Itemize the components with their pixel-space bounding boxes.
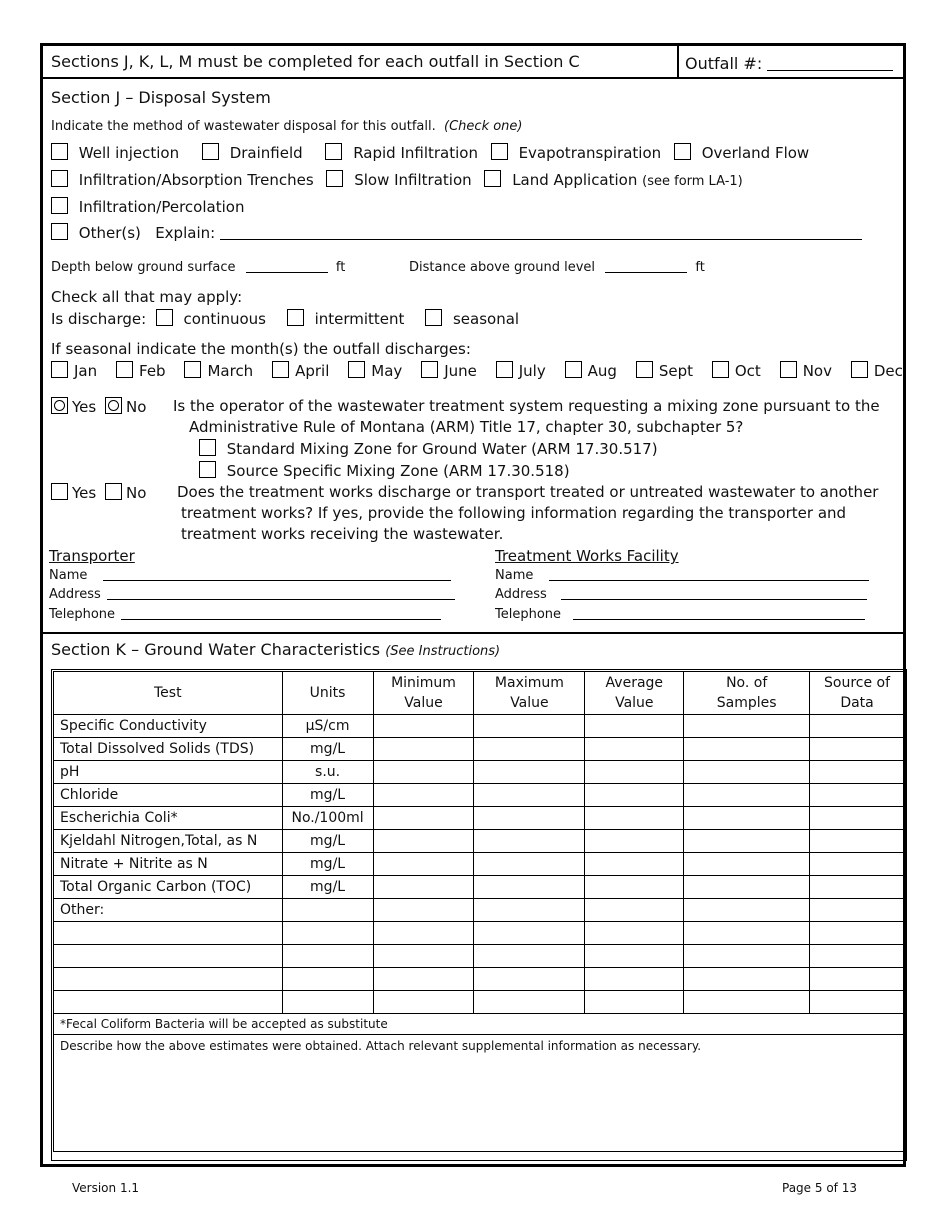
- checkbox-continuous[interactable]: [156, 309, 173, 326]
- checkbox-source-mixing-zone[interactable]: [199, 461, 216, 478]
- col-source: Source of Data: [810, 672, 905, 715]
- cell-entry[interactable]: [585, 991, 684, 1014]
- checkbox-evapotranspiration[interactable]: [491, 143, 508, 160]
- mixing-standard-option: Standard Mixing Zone for Ground Water (ARM 17.30.517): [199, 439, 658, 458]
- table-row: [54, 738, 905, 761]
- cell-entry[interactable]: [373, 830, 474, 853]
- table-row: [54, 784, 905, 807]
- cell-test: [54, 922, 283, 945]
- cell-entry[interactable]: [684, 968, 810, 991]
- cell-units: mg/L: [282, 853, 373, 876]
- table-row: [54, 899, 905, 922]
- cell-entry[interactable]: [810, 876, 905, 899]
- cell-entry[interactable]: [373, 715, 474, 738]
- cell-entry[interactable]: [684, 715, 810, 738]
- outfall-number-field[interactable]: [767, 70, 893, 71]
- checkbox-transport-no[interactable]: [105, 483, 122, 500]
- cell-test: [54, 968, 283, 991]
- version-label: Version 1.1: [72, 1181, 140, 1195]
- cell-entry[interactable]: [474, 876, 585, 899]
- table-row: [54, 991, 905, 1014]
- facility-address: Address: [495, 587, 867, 602]
- checkbox-well-injection[interactable]: [51, 143, 68, 160]
- transporter-name-field[interactable]: [103, 580, 451, 581]
- checkbox-standard-mixing-zone[interactable]: [199, 439, 216, 456]
- cell-units: mg/L: [282, 738, 373, 761]
- cell-entry[interactable]: [474, 715, 585, 738]
- transporter-name: Name: [49, 568, 451, 583]
- cell-entry[interactable]: [585, 876, 684, 899]
- cell-test: Other:: [54, 899, 283, 922]
- cell-entry[interactable]: [684, 784, 810, 807]
- checkbox-month[interactable]: [636, 361, 653, 378]
- cell-units: [282, 968, 373, 991]
- cell-units: mg/L: [282, 876, 373, 899]
- cell-entry[interactable]: [810, 738, 905, 761]
- table-row: [54, 761, 905, 784]
- checkbox-slow-infiltration[interactable]: [326, 170, 343, 187]
- methods-row-1: Well injection Drainfield Rapid Infiltration Evapotranspiration Overland Flow: [51, 143, 817, 162]
- cell-test: pH: [54, 761, 283, 784]
- cell-entry[interactable]: [474, 807, 585, 830]
- col-samples: No. of Samples: [684, 672, 810, 715]
- cell-entry[interactable]: [810, 761, 905, 784]
- distance-row: Distance above ground level ft: [409, 260, 705, 275]
- methods-row-3: Infiltration/Percolation: [51, 197, 244, 216]
- cell-units: mg/L: [282, 830, 373, 853]
- checkbox-month[interactable]: [184, 361, 201, 378]
- checkbox-infiltration-absorption[interactable]: [51, 170, 68, 187]
- cell-entry[interactable]: [684, 922, 810, 945]
- cell-entry[interactable]: [373, 968, 474, 991]
- checkbox-month[interactable]: [565, 361, 582, 378]
- cell-entry[interactable]: [684, 807, 810, 830]
- col-avg: Average Value: [585, 672, 684, 715]
- facility-name: Name: [495, 568, 869, 583]
- discharge-row: Is discharge: continuous intermittent seasonal: [51, 310, 520, 328]
- depth-row: Depth below ground surface ft: [51, 260, 346, 275]
- cell-entry[interactable]: [810, 945, 905, 968]
- ground-water-table: [53, 671, 905, 1152]
- col-max: Maximum Value: [474, 672, 585, 715]
- checkbox-drainfield[interactable]: [202, 143, 219, 160]
- checkbox-land-application[interactable]: [484, 170, 501, 187]
- checkbox-month[interactable]: [51, 361, 68, 378]
- page-number: Page 5 of 13: [782, 1181, 857, 1195]
- cell-units: [282, 991, 373, 1014]
- cell-entry[interactable]: [474, 968, 585, 991]
- cell-entry[interactable]: [684, 738, 810, 761]
- cell-entry[interactable]: [684, 945, 810, 968]
- distance-field[interactable]: [605, 272, 687, 273]
- mixing-question-line2: Administrative Rule of Montana (ARM) Title 17, chapter 30, subchapter 5?: [189, 418, 744, 436]
- months-row: Jan Feb March April May June July Aug Sept Oct Nov Dec: [51, 361, 903, 380]
- facility-name-field[interactable]: [549, 580, 869, 581]
- cell-entry[interactable]: [810, 715, 905, 738]
- transporter-title: Transporter: [49, 547, 135, 565]
- checkbox-overland-flow[interactable]: [674, 143, 691, 160]
- cell-test: [54, 991, 283, 1014]
- methods-row-4: Other(s) Explain:: [51, 223, 862, 242]
- depth-field[interactable]: [246, 272, 328, 273]
- footnote: *Fecal Coliform Bacteria will be accepted as substitute: [54, 1014, 905, 1035]
- checkbox-month[interactable]: [272, 361, 289, 378]
- cell-entry[interactable]: [373, 738, 474, 761]
- describe-label: Describe how the above estimates were obtained. Attach relevant supplemental information as necessary.: [60, 1039, 702, 1053]
- cell-entry[interactable]: [474, 784, 585, 807]
- table-row: [54, 830, 905, 853]
- cell-entry[interactable]: [585, 922, 684, 945]
- checkbox-transport-yes[interactable]: [51, 483, 68, 500]
- table-row: [54, 807, 905, 830]
- cell-entry[interactable]: [373, 876, 474, 899]
- cell-test: Chloride: [54, 784, 283, 807]
- transport-question-line2: treatment works? If yes, provide the following information regarding the transporter and: [181, 504, 847, 522]
- section-j-title: Section J – Disposal System: [51, 88, 271, 107]
- checkbox-month[interactable]: [851, 361, 868, 378]
- transporter-address: Address: [49, 587, 455, 602]
- apply-label: Check all that may apply:: [51, 288, 243, 306]
- checkbox-intermittent[interactable]: [287, 309, 304, 326]
- table-row: [54, 922, 905, 945]
- transporter-telephone: Telephone: [49, 607, 441, 622]
- cell-entry[interactable]: [684, 899, 810, 922]
- facility-title: Treatment Works Facility: [495, 547, 679, 565]
- cell-test: Total Organic Carbon (TOC): [54, 876, 283, 899]
- cell-entry[interactable]: [474, 991, 585, 1014]
- cell-entry[interactable]: [810, 968, 905, 991]
- cell-units: [282, 945, 373, 968]
- methods-row-2: Infiltration/Absorption Trenches Slow Infiltration Land Application (see form LA-1): [51, 170, 751, 189]
- table-row: [54, 876, 905, 899]
- checkbox-month[interactable]: [421, 361, 438, 378]
- cell-units: µS/cm: [282, 715, 373, 738]
- cell-entry[interactable]: [373, 761, 474, 784]
- checkbox-seasonal[interactable]: [425, 309, 442, 326]
- cell-entry[interactable]: [474, 922, 585, 945]
- checkbox-infiltration-percolation[interactable]: [51, 197, 68, 214]
- mixing-source-option: Source Specific Mixing Zone (ARM 17.30.518): [199, 461, 570, 480]
- cell-entry[interactable]: [474, 899, 585, 922]
- cell-test: Kjeldahl Nitrogen,Total, as N: [54, 830, 283, 853]
- transport-question-line3: treatment works receiving the wastewater.: [181, 525, 504, 543]
- checkbox-other[interactable]: [51, 223, 68, 240]
- cell-entry[interactable]: [585, 945, 684, 968]
- facility-telephone-field[interactable]: [573, 619, 865, 620]
- cell-entry[interactable]: [474, 761, 585, 784]
- table-row: [54, 853, 905, 876]
- cell-units: [282, 922, 373, 945]
- cell-entry[interactable]: [474, 830, 585, 853]
- cell-entry[interactable]: [585, 738, 684, 761]
- divider: [43, 77, 903, 79]
- transport-question-line1: Does the treatment works discharge or transport treated or untreated wastewater to another: [177, 483, 879, 501]
- mixing-zone-yes-no: Yes No: [51, 397, 146, 416]
- radio-mixing-no[interactable]: [105, 397, 122, 414]
- cell-entry[interactable]: [684, 853, 810, 876]
- col-min: Minimum Value: [373, 672, 474, 715]
- cell-entry[interactable]: [585, 830, 684, 853]
- cell-entry[interactable]: [684, 991, 810, 1014]
- cell-entry[interactable]: [810, 784, 905, 807]
- col-test: Test: [54, 672, 283, 715]
- cell-test: Nitrate + Nitrite as N: [54, 853, 283, 876]
- cell-units: mg/L: [282, 784, 373, 807]
- cell-entry[interactable]: [810, 922, 905, 945]
- cell-test: Total Dissolved Solids (TDS): [54, 738, 283, 761]
- section-instruction: Sections J, K, L, M must be completed for each outfall in Section C: [51, 52, 580, 71]
- cell-entry[interactable]: [585, 761, 684, 784]
- cell-entry[interactable]: [684, 761, 810, 784]
- cell-test: Escherichia Coli*: [54, 807, 283, 830]
- cell-entry[interactable]: [810, 807, 905, 830]
- cell-entry[interactable]: [474, 945, 585, 968]
- cell-entry[interactable]: [474, 853, 585, 876]
- checkbox-month[interactable]: [496, 361, 513, 378]
- transporter-address-field[interactable]: [107, 599, 455, 600]
- table-row: [54, 715, 905, 738]
- table-header-row: [54, 672, 905, 715]
- cell-entry[interactable]: [585, 784, 684, 807]
- cell-entry[interactable]: [373, 899, 474, 922]
- form-frame: [40, 43, 906, 1167]
- cell-entry[interactable]: [373, 991, 474, 1014]
- cell-entry[interactable]: [373, 922, 474, 945]
- facility-telephone: Telephone: [495, 607, 865, 622]
- describe-row: [54, 1035, 905, 1152]
- checkbox-rapid-infiltration[interactable]: [325, 143, 342, 160]
- cell-entry[interactable]: [585, 807, 684, 830]
- cell-entry[interactable]: [810, 830, 905, 853]
- checkbox-month[interactable]: [348, 361, 365, 378]
- footnote-row: [54, 1014, 905, 1035]
- section-k-title: Section K – Ground Water Characteristics (See Instructions): [51, 640, 501, 659]
- radio-mixing-yes[interactable]: [51, 397, 68, 414]
- cell-entry[interactable]: [373, 784, 474, 807]
- cell-entry[interactable]: [810, 991, 905, 1014]
- checkbox-month[interactable]: [780, 361, 797, 378]
- table-row: [54, 968, 905, 991]
- cell-units: [282, 899, 373, 922]
- divider: [43, 632, 903, 634]
- cell-entry[interactable]: [585, 968, 684, 991]
- col-units: Units: [282, 672, 373, 715]
- cell-entry[interactable]: [684, 876, 810, 899]
- describe-field[interactable]: [54, 1035, 905, 1152]
- facility-address-field[interactable]: [561, 599, 867, 600]
- cell-test: [54, 945, 283, 968]
- cell-entry[interactable]: [373, 807, 474, 830]
- transporter-telephone-field[interactable]: [121, 619, 441, 620]
- cell-units: s.u.: [282, 761, 373, 784]
- mixing-question-line1: Is the operator of the wastewater treatment system requesting a mixing zone pursuant to the: [173, 397, 880, 415]
- cell-entry[interactable]: [684, 830, 810, 853]
- cell-entry[interactable]: [810, 899, 905, 922]
- cell-entry[interactable]: [585, 853, 684, 876]
- cell-entry[interactable]: [585, 899, 684, 922]
- cell-entry[interactable]: [373, 945, 474, 968]
- cell-entry[interactable]: [474, 738, 585, 761]
- checkbox-month[interactable]: [712, 361, 729, 378]
- method-prompt: Indicate the method of wastewater disposal for this outfall. (Check one): [51, 119, 523, 134]
- explain-field[interactable]: [220, 239, 862, 240]
- cell-entry[interactable]: [373, 853, 474, 876]
- transport-yes-no: Yes No: [51, 483, 146, 502]
- outfall-label: Outfall #:: [685, 54, 893, 73]
- cell-test: Specific Conductivity: [54, 715, 283, 738]
- checkbox-month[interactable]: [116, 361, 133, 378]
- table-row: [54, 945, 905, 968]
- cell-units: No./100ml: [282, 807, 373, 830]
- cell-entry[interactable]: [810, 853, 905, 876]
- seasonal-label: If seasonal indicate the month(s) the outfall discharges:: [51, 340, 471, 358]
- cell-entry[interactable]: [585, 715, 684, 738]
- divider: [677, 46, 679, 78]
